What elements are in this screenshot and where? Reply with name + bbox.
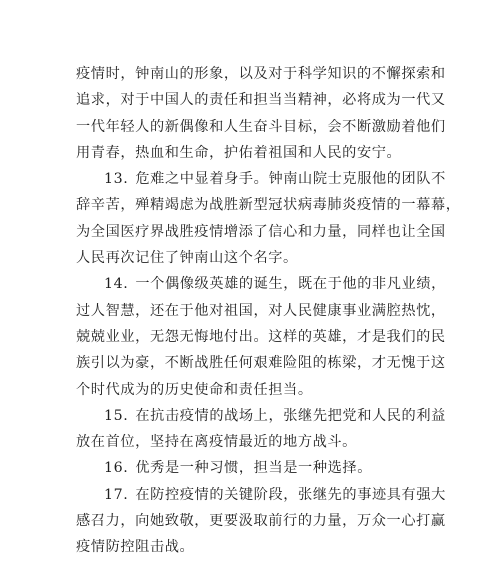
- paragraph-number: 17.: [104, 486, 129, 503]
- paragraph-line: 个时代成为的历史使命和责任担当。: [76, 381, 313, 398]
- paragraph-line: 辞辛苦，殚精竭虑为战胜新型冠状病毒肺炎疫情的一幕幕，: [76, 197, 461, 214]
- paragraph-line: 疫情防控阻击战。: [76, 539, 195, 556]
- paragraph-number: 14.: [104, 276, 129, 293]
- paragraph-first-line: [76, 166, 446, 192]
- paragraph-number: 13.: [104, 171, 129, 188]
- paragraph-line-text: 危难之中显着身手。钟南山院士克服他的团队不: [135, 171, 446, 188]
- paragraph-line: 放在首位，坚持在离疫情最近的地方战斗。: [76, 434, 357, 451]
- paragraph-line: 过人智慧，还在于他对祖国，对人民健康事业满腔热忱，: [76, 302, 446, 319]
- paragraph-number: 16.: [104, 460, 129, 477]
- paragraph-first-line: [76, 271, 446, 297]
- paragraph-first-line: [76, 403, 446, 429]
- paragraph-line-text: 优秀是一种习惯，担当是一种选择。: [135, 460, 372, 477]
- paragraph-line: 一代年轻人的新偶像和人生奋斗目标，会不断激励着他们: [76, 118, 446, 135]
- paragraph-first-line: [76, 455, 422, 481]
- paragraph-line: 为全国医疗界战胜疫情增添了信心和力量，同样也让全国: [76, 223, 446, 240]
- paragraph-line-text: 一个偶像级英雄的诞生，既在于他的非凡业绩，: [135, 276, 446, 293]
- paragraph-line: 族引以为豪，不断战胜任何艰难险阻的栋梁，才无愧于这: [76, 355, 446, 372]
- paragraph-first-line: [76, 482, 446, 508]
- paragraph-line-text: 在抗击疫情的战场上，张继先把党和人民的利益: [135, 407, 446, 424]
- paragraph-line: 感召力，向她致敬，更要汲取前行的力量，万众一心打赢: [76, 513, 446, 530]
- paragraph-number: 15.: [104, 407, 129, 424]
- paragraph-line-text: 在防控疫情的关键阶段，张继先的事迹具有强大: [135, 486, 446, 503]
- paragraph-line: 人民再次记住了钟南山这个名字。: [76, 250, 298, 267]
- paragraph-line: 疫情时，钟南山的形象，以及对于科学知识的不懈探索和: [76, 66, 446, 82]
- paragraph-line: 兢兢业业，无怨无悔地付出。这样的英雄，才是我们的民: [76, 328, 446, 345]
- paragraph-line: 用青春，热血和生命，护佑着祖国和人民的安宁。: [76, 144, 402, 161]
- paragraph-line: 追求，对于中国人的责任和担当当精神，必将成为一代又: [76, 92, 446, 109]
- article-body: [76, 61, 461, 561]
